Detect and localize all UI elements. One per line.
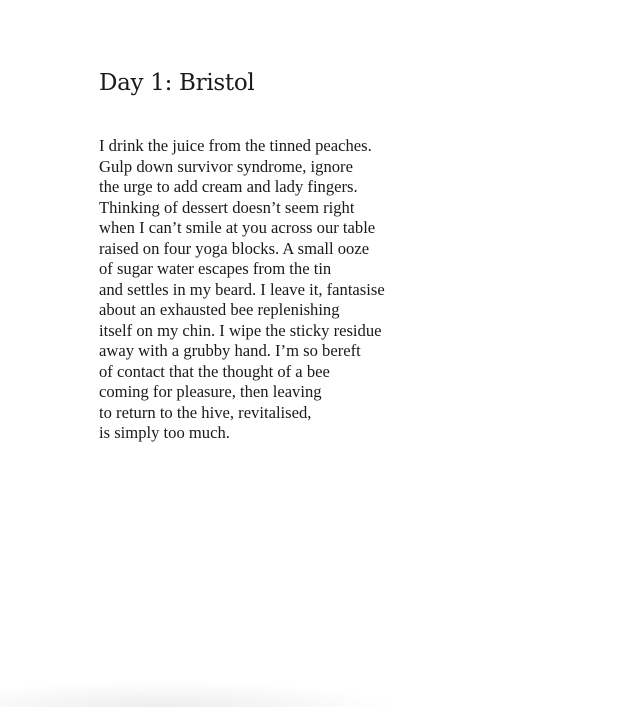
poem-line: away with a grubby hand. I’m so bereft (99, 341, 361, 360)
poem-line: of contact that the thought of a bee (99, 361, 330, 381)
poem-title: Day 1: Bristol (99, 70, 255, 96)
poem-line: when I can’t smile at you across our table (99, 218, 376, 237)
poem-line: is simply too much. (99, 423, 230, 442)
poem-line: Gulp down survivor syndrome, ignore (99, 156, 353, 176)
poem-line: the urge to add cream and lady fingers. (99, 177, 358, 196)
poem-line: coming for pleasure, then leaving (99, 382, 322, 401)
poem-line: to return to the hive, revitalised, (99, 402, 312, 422)
poem-line: I drink the juice from the tinned peaches. (99, 136, 372, 155)
poem-line: of sugar water escapes from the tin (99, 259, 332, 278)
page-edge-shadow (0, 681, 400, 707)
poem-body (99, 136, 385, 444)
poem-line: raised on four yoga blocks. A small ooze (99, 238, 370, 258)
poem-line: about an exhausted bee replenishing (99, 300, 340, 319)
poem-line: Thinking of dessert doesn’t seem right (99, 197, 355, 217)
poem-line: and settles in my beard. I leave it, fantasise (99, 279, 385, 299)
poem-line: itself on my chin. I wipe the sticky residue (99, 320, 382, 340)
